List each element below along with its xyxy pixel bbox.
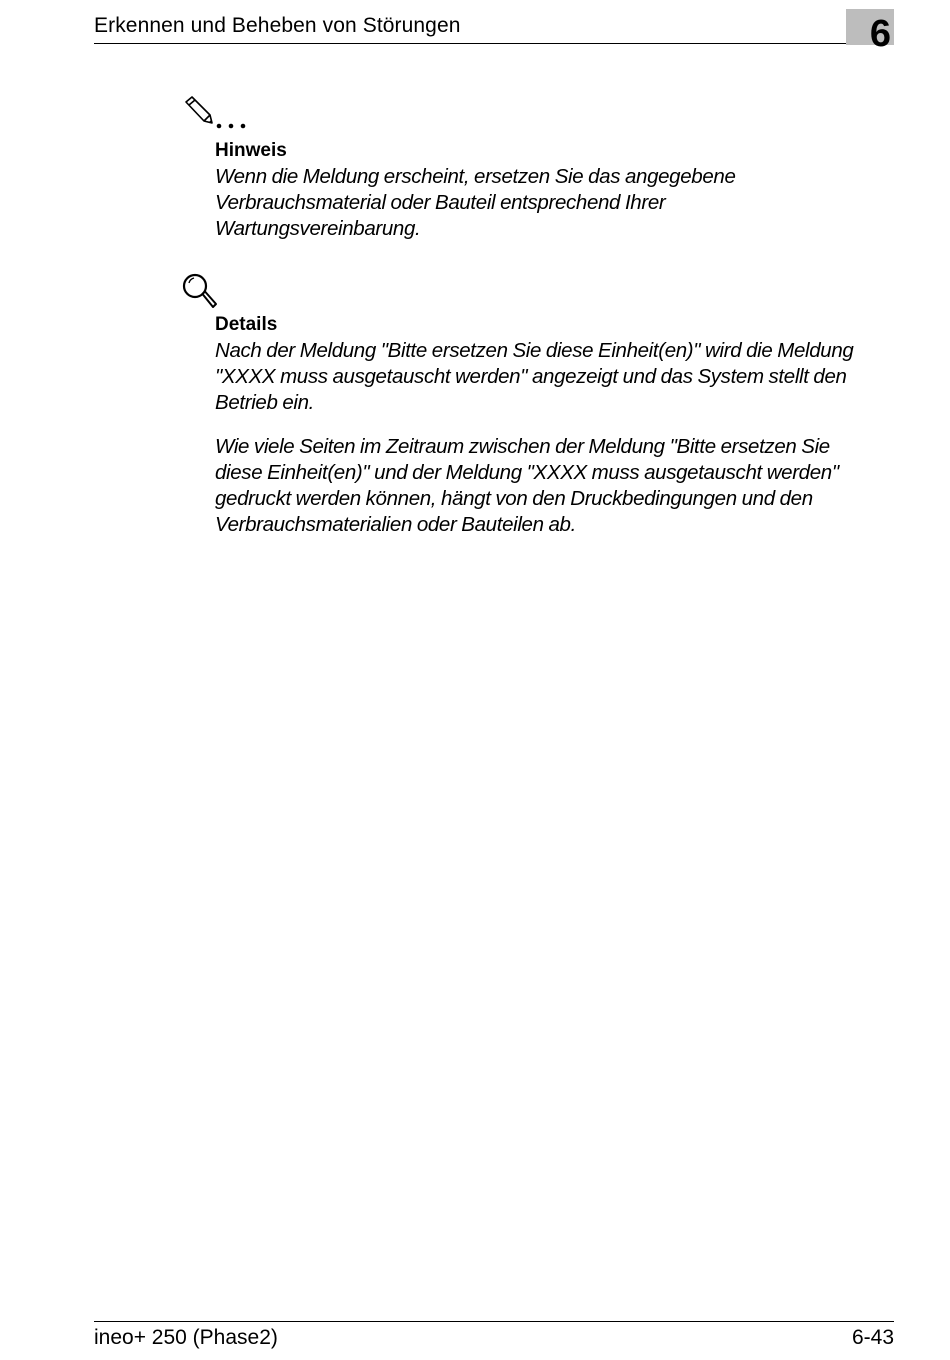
note-text [215, 164, 905, 242]
footer-divider [94, 1321, 894, 1322]
footer-page-number: 6-43 [851, 1326, 894, 1349]
note-text-line: Wenn die Meldung erscheint, ersetzen Sie das angegebene [215, 165, 736, 188]
details-heading: Details [215, 314, 278, 335]
pencil-note-icon [183, 94, 253, 134]
note-text-line: Wartungsvereinbarung. [215, 217, 421, 240]
chapter-tab [846, 9, 894, 55]
details-text-line: diese Einheit(en)" und der Meldung "XXXX muss ausgetauscht werden" [215, 461, 839, 484]
details-paragraph-2 [215, 434, 905, 538]
page-header-title: Erkennen und Beheben von Störungen [94, 14, 461, 37]
details-text-line: Betrieb ein. [215, 391, 315, 414]
note-text-line: Verbrauchsmaterial oder Bauteil entsprechend Ihrer [215, 191, 666, 214]
details-paragraph-1 [215, 338, 905, 416]
header-divider [94, 43, 894, 44]
details-text-line: "XXXX muss ausgetauscht werden" angezeigt und das System stellt den [215, 365, 847, 388]
details-text-line: gedruckt werden können, hängt von den Druckbedingungen und den [215, 487, 813, 510]
magnifier-icon [181, 272, 221, 312]
footer-product: ineo+ 250 (Phase2) [94, 1326, 278, 1349]
chapter-number: 6 [869, 13, 891, 55]
details-text-line: Nach der Meldung "Bitte ersetzen Sie diese Einheit(en)" wird die Meldung [215, 339, 854, 362]
note-block [215, 138, 905, 242]
details-text-line: Wie viele Seiten im Zeitraum zwischen der Meldung "Bitte ersetzen Sie [215, 435, 830, 458]
details-block [215, 312, 905, 538]
note-heading: Hinweis [215, 140, 287, 161]
details-text-line: Verbrauchsmaterialien oder Bauteilen ab. [215, 513, 576, 536]
